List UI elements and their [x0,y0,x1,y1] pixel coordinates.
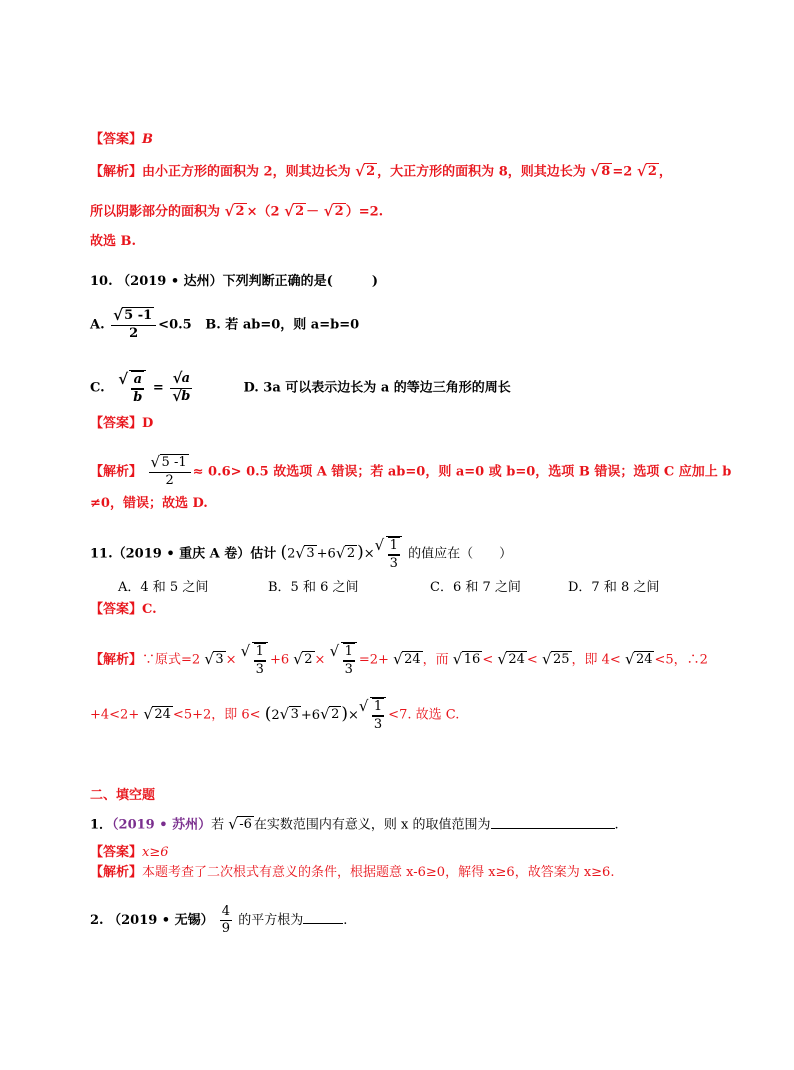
fill-q1-answer: 【答案】x≥6 [90,845,169,860]
fill-q1-stem: 1．（2019 • 苏州）若 √ -6 在实数范围内有意义，则 x 的取值范围为 . [90,815,619,836]
answer-blank[interactable] [303,923,343,924]
sqrt-2: √ 2 [284,202,306,222]
q10-stem: 10. （2019 • 达州）下列判断正确的是( ) [90,274,378,289]
sqrt-2: √ 2 [324,202,346,222]
fraction-sqrt5m1-over-2: √ $\frac{5 -1}{2}$ [149,455,191,489]
fraction-sqrta-over-sqrtb: √ a √ b [170,371,192,405]
q9-conclusion: 故选 B. [90,234,137,249]
fill-q2-stem: 2. （2019 • 无锡） $\frac{4}{9}$ 的平方根为 . [90,904,348,936]
q11-analysis-line2: +4<2+ √ 24 <5+2，即 6< (2√ 3 +6√ 2 )× √ $\frac{1}{3}$ <7. 故选 C. [90,697,459,733]
q10-options-cd: C. √ $\frac{a}{b}$ = √ a √ b D. 3a 可以表示边长为 a 的等边三角形的周长 [90,370,511,406]
section2-title: 二、填空题 [90,788,156,803]
sqrt-2: √ 2 [637,162,659,182]
q9-analysis-line1: 【解析】由小正方形的面积为 2，则其边长为 √ 2 ，大正方形的面积为 8，则其边长为 √ 8 =2 √ 2 ， [90,162,672,183]
sqrt-2: √ 2 [225,202,247,222]
q11-analysis-line1: 【解析】∵原式=2 √ 3 × √ $\frac{1}{3}$ +6 √ 2 × √ $\frac{1}{3}$ =2+ √ 24 ，而 √ 16 < √ 24 < √ 25 ，即 4< √ 24 <5，∴2 [90,642,708,678]
sqrt-2: √ 2 [355,162,377,182]
q11-option-a: A．4 和 5 之间 [118,580,209,595]
q10-answer: 【答案】D [90,416,154,431]
fraction-sqrt5m1-over-2: √ $\frac{5 -1}{2}$ [111,308,156,342]
answer-blank[interactable] [491,828,615,829]
sqrt-8: √ 8 [590,162,612,182]
q9-answer: 【答案】B [90,132,154,147]
sqrt-a-over-b: √ $\frac{a}{b}$ [118,370,148,406]
q11-answer: 【答案】C. [90,602,157,617]
q9-analysis-line2: 所以阴影部分的面积为 √ 2 ×（2 √ 2 － √ 2 ）=2. [90,202,383,223]
q11-option-d: D．7 和 8 之间 [568,580,660,595]
q11-stem: 11.（2019 • 重庆 A 卷）估计 (2√ 3 +6√ 2 )× √ $\frac{1}{3}$ 的值应在（ ） [90,536,512,572]
q10-options-ab: A. √ $\frac{5 -1}{2}$ <0.5 B. 若 ab=0，则 a=b=0 [90,308,359,342]
q10-analysis-line2: ≠0，错误；故选 D. [90,496,208,511]
fill-q1-analysis: 【解析】本题考查了二次根式有意义的条件，根据题意 x-6≥0，解得 x≥6，故答案为 x≥6. [90,865,615,880]
q11-option-b: B．5 和 6 之间 [268,580,359,595]
q11-option-c: C．6 和 7 之间 [430,580,521,595]
q10-analysis-line1: 【解析】 √ $\frac{5 -1}{2}$ ≈ 0.6> 0.5 故选项 A 错误；若 ab=0，则 a=0 或 b=0，选项 B 错误；选项 C 应加上 b [90,455,731,489]
